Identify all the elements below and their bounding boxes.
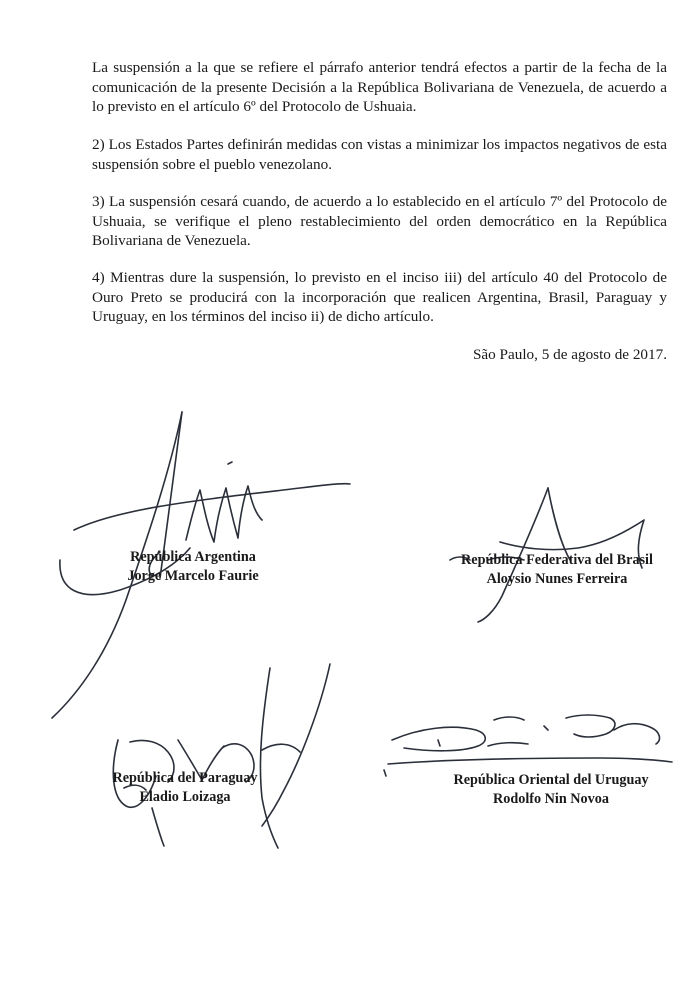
signatory-uruguay <box>424 771 678 809</box>
signatory-country: República Federativa del Brasil <box>461 552 653 568</box>
paragraph-item-4: 4) Mientras dure la suspensión, lo previsto en el inciso iii) del artículo 40 del Protocolo de Ouro Preto se producirá con la incorporación que realicen Argentina, Brasil, Paraguay y Uruguay, en los términos del inciso ii) de dicho artículo. <box>92 269 667 325</box>
paragraph-item-2: 2) Los Estados Partes definirán medidas con vistas a minimizar los impactos negativos de esta suspensión sobre el pueblo venezolano. <box>92 136 667 173</box>
paragraph-suspension-effect: La suspensión a la que se refiere el párrafo anterior tendrá efectos a partir de la fecha de la comunicación de la presente Decisión a la República Bolivariana de Venezuela, de acuerdo a lo previsto en el artículo 6º del Protocolo de Ushuaia. <box>92 59 667 115</box>
signatory-paraguay <box>62 769 308 807</box>
signatory-country: República Argentina <box>130 549 256 565</box>
signatory-name: Rodolfo Nin Novoa <box>493 791 609 807</box>
signatory-name: Eladio Loizaga <box>139 789 231 805</box>
place-and-date: São Paulo, 5 de agosto de 2017. <box>472 346 667 363</box>
paragraph-item-3: 3) La suspensión cesará cuando, de acuerdo a lo establecido en el artículo 7º del Protocolo de Ushuaia, se verifique el pleno restablecimiento del orden democrático en la República Bolivariana de Venezuela. <box>92 193 667 249</box>
signature-uruguay <box>384 715 672 776</box>
signatory-argentina <box>72 548 314 586</box>
signatory-brasil <box>424 551 678 589</box>
signature-paraguay <box>113 664 330 848</box>
signatory-country: República Oriental del Uruguay <box>453 772 649 788</box>
signatory-country: República del Paraguay <box>112 770 258 786</box>
signatory-name: Jorge Marcelo Faurie <box>127 568 259 584</box>
signatory-name: Aloysio Nunes Ferreira <box>486 571 628 587</box>
